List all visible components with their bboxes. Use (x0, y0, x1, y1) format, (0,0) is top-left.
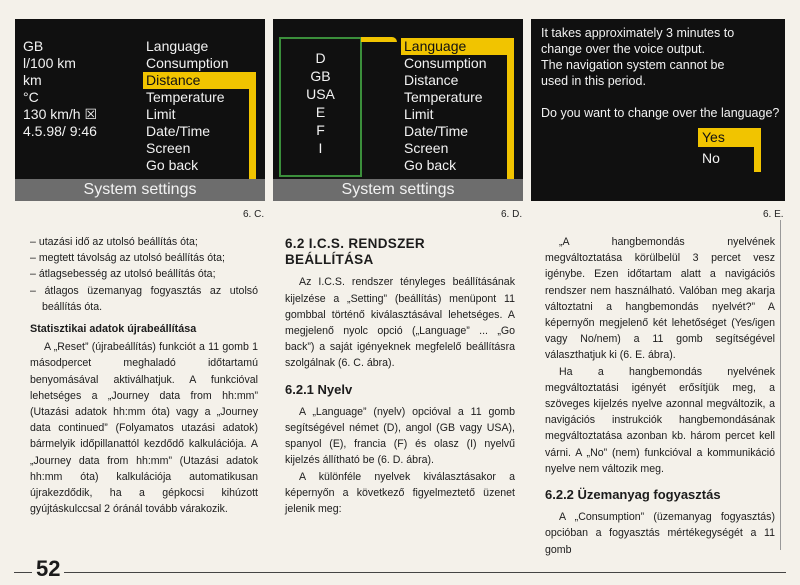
language-option[interactable]: USA (306, 86, 335, 102)
screen-system-settings-d (273, 19, 523, 201)
menu-item-consumption[interactable]: Consumption (146, 55, 229, 71)
section-heading: Statisztikai adatok újrabeállítása (30, 323, 197, 336)
bullet-item: – átlagos üzemanyag fogyasztás az utolsó beállítás óta. (30, 284, 258, 313)
settings-menu (401, 38, 498, 174)
language-option[interactable]: D (315, 50, 326, 66)
paragraph: A „Reset” (újrabeállítás) funkciót a 11 gomb 1 másodpercet meghaladó időtartamú benyomásával aktiválhatjuk. A funkcióval lehetséges a „Journey data from hh:mm” (Utazási adatok hh:mm óta) vagy a „Journey data continued” (Folyamatos utazási adatok) bármelyik időpillanattól kezdődő kalkulációja. A „Journey data from hh:mm” (Utazási adatok hh:mm óta) kalkulációja automatikusan újrakezdődik, ha a gépkocsi kihúzott gyújtáskulccsal 2 óránál tovább várakozik. (30, 341, 258, 516)
text-column-1 (30, 234, 258, 517)
message-line: It takes approximately 3 minutes to (541, 26, 735, 40)
footer-rule (64, 572, 786, 573)
selection-connector (237, 72, 249, 89)
bullet-item: – megtett távolság az utolsó beállítás óta; (30, 252, 225, 265)
screen-language-warning (531, 19, 785, 201)
menu-item-temperature[interactable]: Temperature (404, 89, 483, 105)
menu-item-go-back[interactable]: Go back (146, 157, 199, 173)
no-option[interactable]: No (702, 150, 720, 166)
paragraph: A különféle nyelvek kiválasztásakor a képernyőn a következő figyelmeztető üzenet jelenik meg: (285, 470, 515, 516)
settings-menu (143, 38, 240, 174)
screen-footer: System settings (15, 179, 265, 201)
paragraph: Az I.C.S. rendszer tényleges beállításának kijelzése a „Setting” (beállítás) menüpont 11 gombbal történő kiválasztásával lehetséges. A megjelenő nyolc opció („Language” ... „Go back”) a saját igényeknek megfelelő beállításra szolgálnak (6. C. ábra). (285, 276, 515, 370)
menu-item-go-back[interactable]: Go back (404, 157, 457, 173)
screen-system-settings-c (15, 19, 265, 201)
warning-message (541, 25, 734, 89)
message-line: used in this period. (541, 74, 646, 88)
menu-item-temperature[interactable]: Temperature (146, 89, 225, 105)
selection-rail (507, 38, 514, 179)
footer-rule (14, 572, 32, 573)
menu-item-limit[interactable]: Limit (146, 106, 176, 122)
status-info-list (23, 38, 97, 140)
info-line: °C (23, 89, 39, 105)
menu-item-screen[interactable]: Screen (146, 140, 191, 156)
figure-label-6d: 6. D. (501, 209, 523, 220)
section-heading: 6.2 I.C.S. RENDSZER BEÁLLÍTÁSA (285, 236, 425, 268)
language-option[interactable]: F (316, 122, 325, 138)
yes-option[interactable]: Yes (698, 128, 742, 147)
language-list (281, 49, 360, 157)
figure-label-6e: 6. E. (763, 209, 784, 220)
menu-item-language[interactable]: Language (401, 38, 498, 55)
info-line: km (23, 72, 42, 88)
selection-connector (742, 128, 754, 147)
language-option[interactable]: GB (310, 68, 331, 84)
message-line: change over the voice output. (541, 42, 706, 56)
text-column-3 (545, 234, 775, 558)
menu-item-distance[interactable]: Distance (143, 72, 240, 89)
info-line: GB (23, 38, 44, 54)
info-line: l/100 km (23, 55, 76, 71)
info-line: 4.5.98/ 9:46 (23, 123, 97, 139)
message-line: The navigation system cannot be (541, 58, 725, 72)
text-column-2 (285, 228, 515, 517)
paragraph: „A hangbemondás nyelvének megváltoztatása körülbelül 3 percet vesz igénybe. Ezen időtartam alatt a navigációs rendszer nem használható. Valóban meg akarja változtatni a hangbemondás nyelvét?” A képernyőn megjelenő két lehetőséget (Yes/igen vagy No/nem) a 11 gomb segítségével választhatjuk ki (6. E. ábra). (545, 236, 775, 362)
bullet-item: – átlagsebesség az utolsó beállítás óta; (30, 268, 216, 281)
language-option[interactable]: I (318, 140, 323, 156)
menu-item-date-time[interactable]: Date/Time (404, 123, 469, 139)
figure-label-6c: 6. C. (243, 209, 265, 220)
paragraph: A „Language” (nyelv) opcióval a 11 gomb segítségével német (D), angol (GB vagy USA), spanyol (E), francia (F) és olasz (I) nyelvű kijelzés állítható be (6. D. ábra). (285, 405, 515, 467)
menu-item-limit[interactable]: Limit (404, 106, 434, 122)
selection-connector (495, 38, 507, 55)
subsection-heading: 6.2.2 Üzemanyag fogyasztás (545, 487, 721, 503)
selection-rail (249, 72, 256, 179)
selection-rail (754, 128, 761, 172)
menu-item-consumption[interactable]: Consumption (404, 55, 487, 71)
paragraph: A „Consumption” (üzemanyag fogyasztás) opcióban a fogyasztás mértékegységét a 11 gomb (545, 511, 775, 556)
menu-item-language[interactable]: Language (146, 38, 209, 54)
menu-item-date-time[interactable]: Date/Time (146, 123, 211, 139)
menu-item-distance[interactable]: Distance (404, 72, 459, 88)
bullet-item: – utazási idő az utolsó beállítás óta; (30, 236, 198, 248)
screen-footer: System settings (273, 179, 523, 201)
info-line: 130 km/h ☒ (23, 106, 98, 122)
page-number: 52 (36, 556, 61, 581)
language-option[interactable]: E (315, 104, 326, 120)
confirm-question: Do you want to change over the language? (541, 106, 780, 120)
paragraph: Ha a hangbemondás nyelvének megváltoztatási igényét erősítjük meg, a szöveges kijelzés nyelve azonnal megváltozik, a navigációs instrukciók hangbemondásának megváltoztatása azonban kb. három percet kell várni. A „No” (nem) funkcióval a kommunikáció nyelve nem változik meg. (545, 365, 775, 475)
subsection-heading: 6.2.1 Nyelv (285, 381, 353, 397)
column-rule (780, 220, 781, 550)
language-connector (361, 37, 397, 42)
menu-item-screen[interactable]: Screen (404, 140, 449, 156)
